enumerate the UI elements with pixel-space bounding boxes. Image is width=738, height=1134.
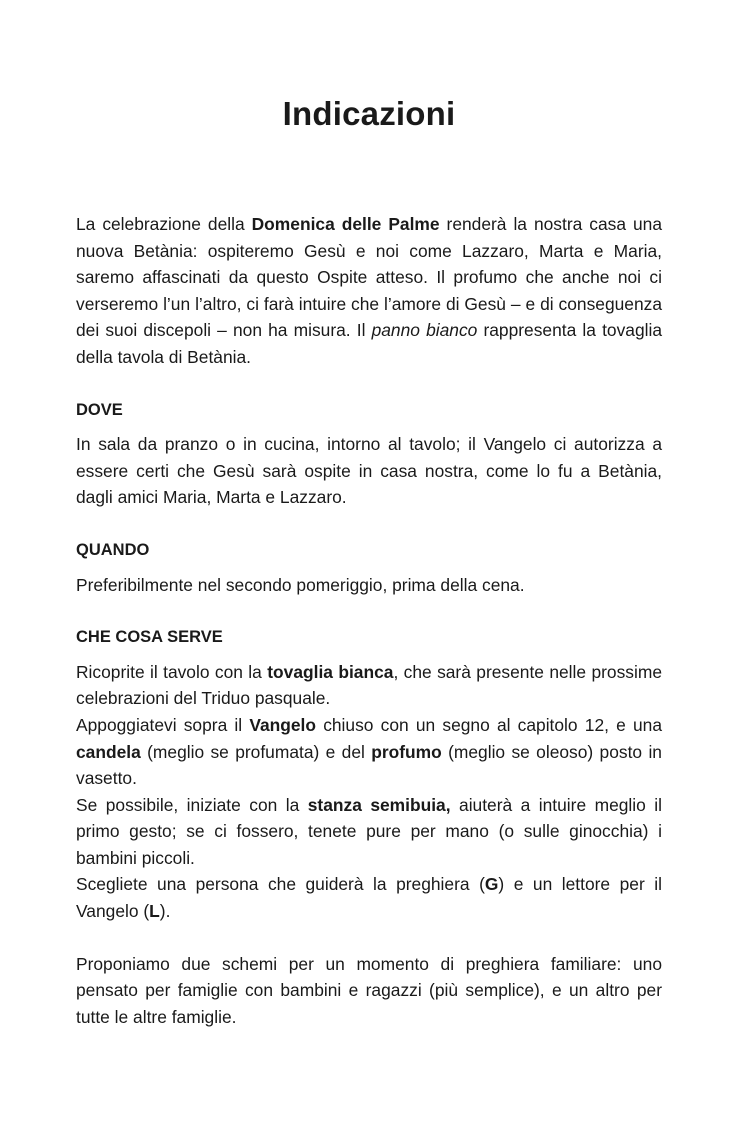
section-heading-quando: QUANDO <box>76 540 150 559</box>
serve-p2-text-4: (meglio se oleoso) posto in vasetto. <box>76 741 662 789</box>
intro-text-2: renderà la nostra casa una nuova Betània: ospiteremo Gesù e noi come Lazzaro, Marta e Maria, saremo affascinati da questo Ospite atteso. Il profumo che anche noi ci verseremo l’un l’altro, ci farà intuire che l’amore di Gesù – e di conseguenza dei suoi discepoli – non ha misura. Il <box>76 214 662 341</box>
section-heading-dove: DOVE <box>76 400 123 419</box>
serve-bold-candela: candela <box>76 741 141 762</box>
serve-p4-text-3: ). <box>159 901 171 922</box>
closing-paragraph: Proponiamo due schemi per un momento di preghiera familiare: uno pensato per famiglie con bambini e ragazzi (più semplice), e un altro per tutte le altre famiglie. <box>76 953 662 1027</box>
serve-p4-text-1: Scegliete una persona che guiderà la preghiera ( <box>76 874 485 895</box>
serve-paragraph-vangelo <box>76 712 662 792</box>
section-heading-che-cosa-serve: CHE COSA SERVE <box>76 628 223 647</box>
page-title: Indicazioni <box>282 95 456 132</box>
serve-p3-text-2: aiuterà a intuire meglio il primo gesto; se ci fossero, tenete pure per mano (o sulle ginocchia) i bambini piccoli. <box>76 794 662 868</box>
serve-bold-g: G <box>484 874 499 895</box>
serve-p1-text-1: Ricoprite il tavolo con la <box>76 661 268 682</box>
serve-paragraph-tovaglia <box>76 659 662 712</box>
serve-bold-l: L <box>149 901 160 922</box>
serve-p3-text-1: Se possibile, iniziate con la <box>76 794 308 815</box>
serve-bold-vangelo: Vangelo <box>249 714 317 735</box>
serve-p2-text-3: (meglio se profumata) e del <box>140 741 372 762</box>
serve-p1-text-2: , che sarà presente nelle prossime celebrazioni del Triduo pasquale. <box>76 661 663 709</box>
intro-text-3: rappresenta la tovaglia della tavola di Betània. <box>76 320 663 367</box>
serve-bold-profumo: profumo <box>371 741 442 762</box>
serve-p2-text-2: chiuso con un segno al capitolo 12, e una <box>316 714 662 735</box>
serve-paragraph-stanza <box>76 792 662 872</box>
dove-paragraph: In sala da pranzo o in cucina, intorno al tavolo; il Vangelo ci autorizza a essere certi che Gesù sarà ospite in casa nostra, come lo fu a Betània, dagli amici Maria, Marta e Lazzaro. <box>76 434 662 508</box>
document-body <box>76 211 662 1030</box>
serve-bold-stanza-semibuia: stanza semibuia, <box>307 794 451 815</box>
serve-p2-text-1: Appoggiatevi sopra il <box>76 714 250 735</box>
intro-italic-panno: panno bianco <box>371 320 478 341</box>
quando-paragraph: Preferibilmente nel secondo pomeriggio, prima della cena. <box>76 574 525 595</box>
serve-bold-tovaglia-bianca: tovaglia bianca <box>267 661 394 682</box>
serve-paragraph-ruoli <box>76 871 662 924</box>
intro-text-1: La celebrazione della <box>76 214 252 234</box>
intro-paragraph <box>76 211 662 371</box>
serve-p4-text-2: ) e un lettore per il Vangelo ( <box>76 874 662 922</box>
intro-bold-domenica: Domenica delle Palme <box>251 214 440 234</box>
